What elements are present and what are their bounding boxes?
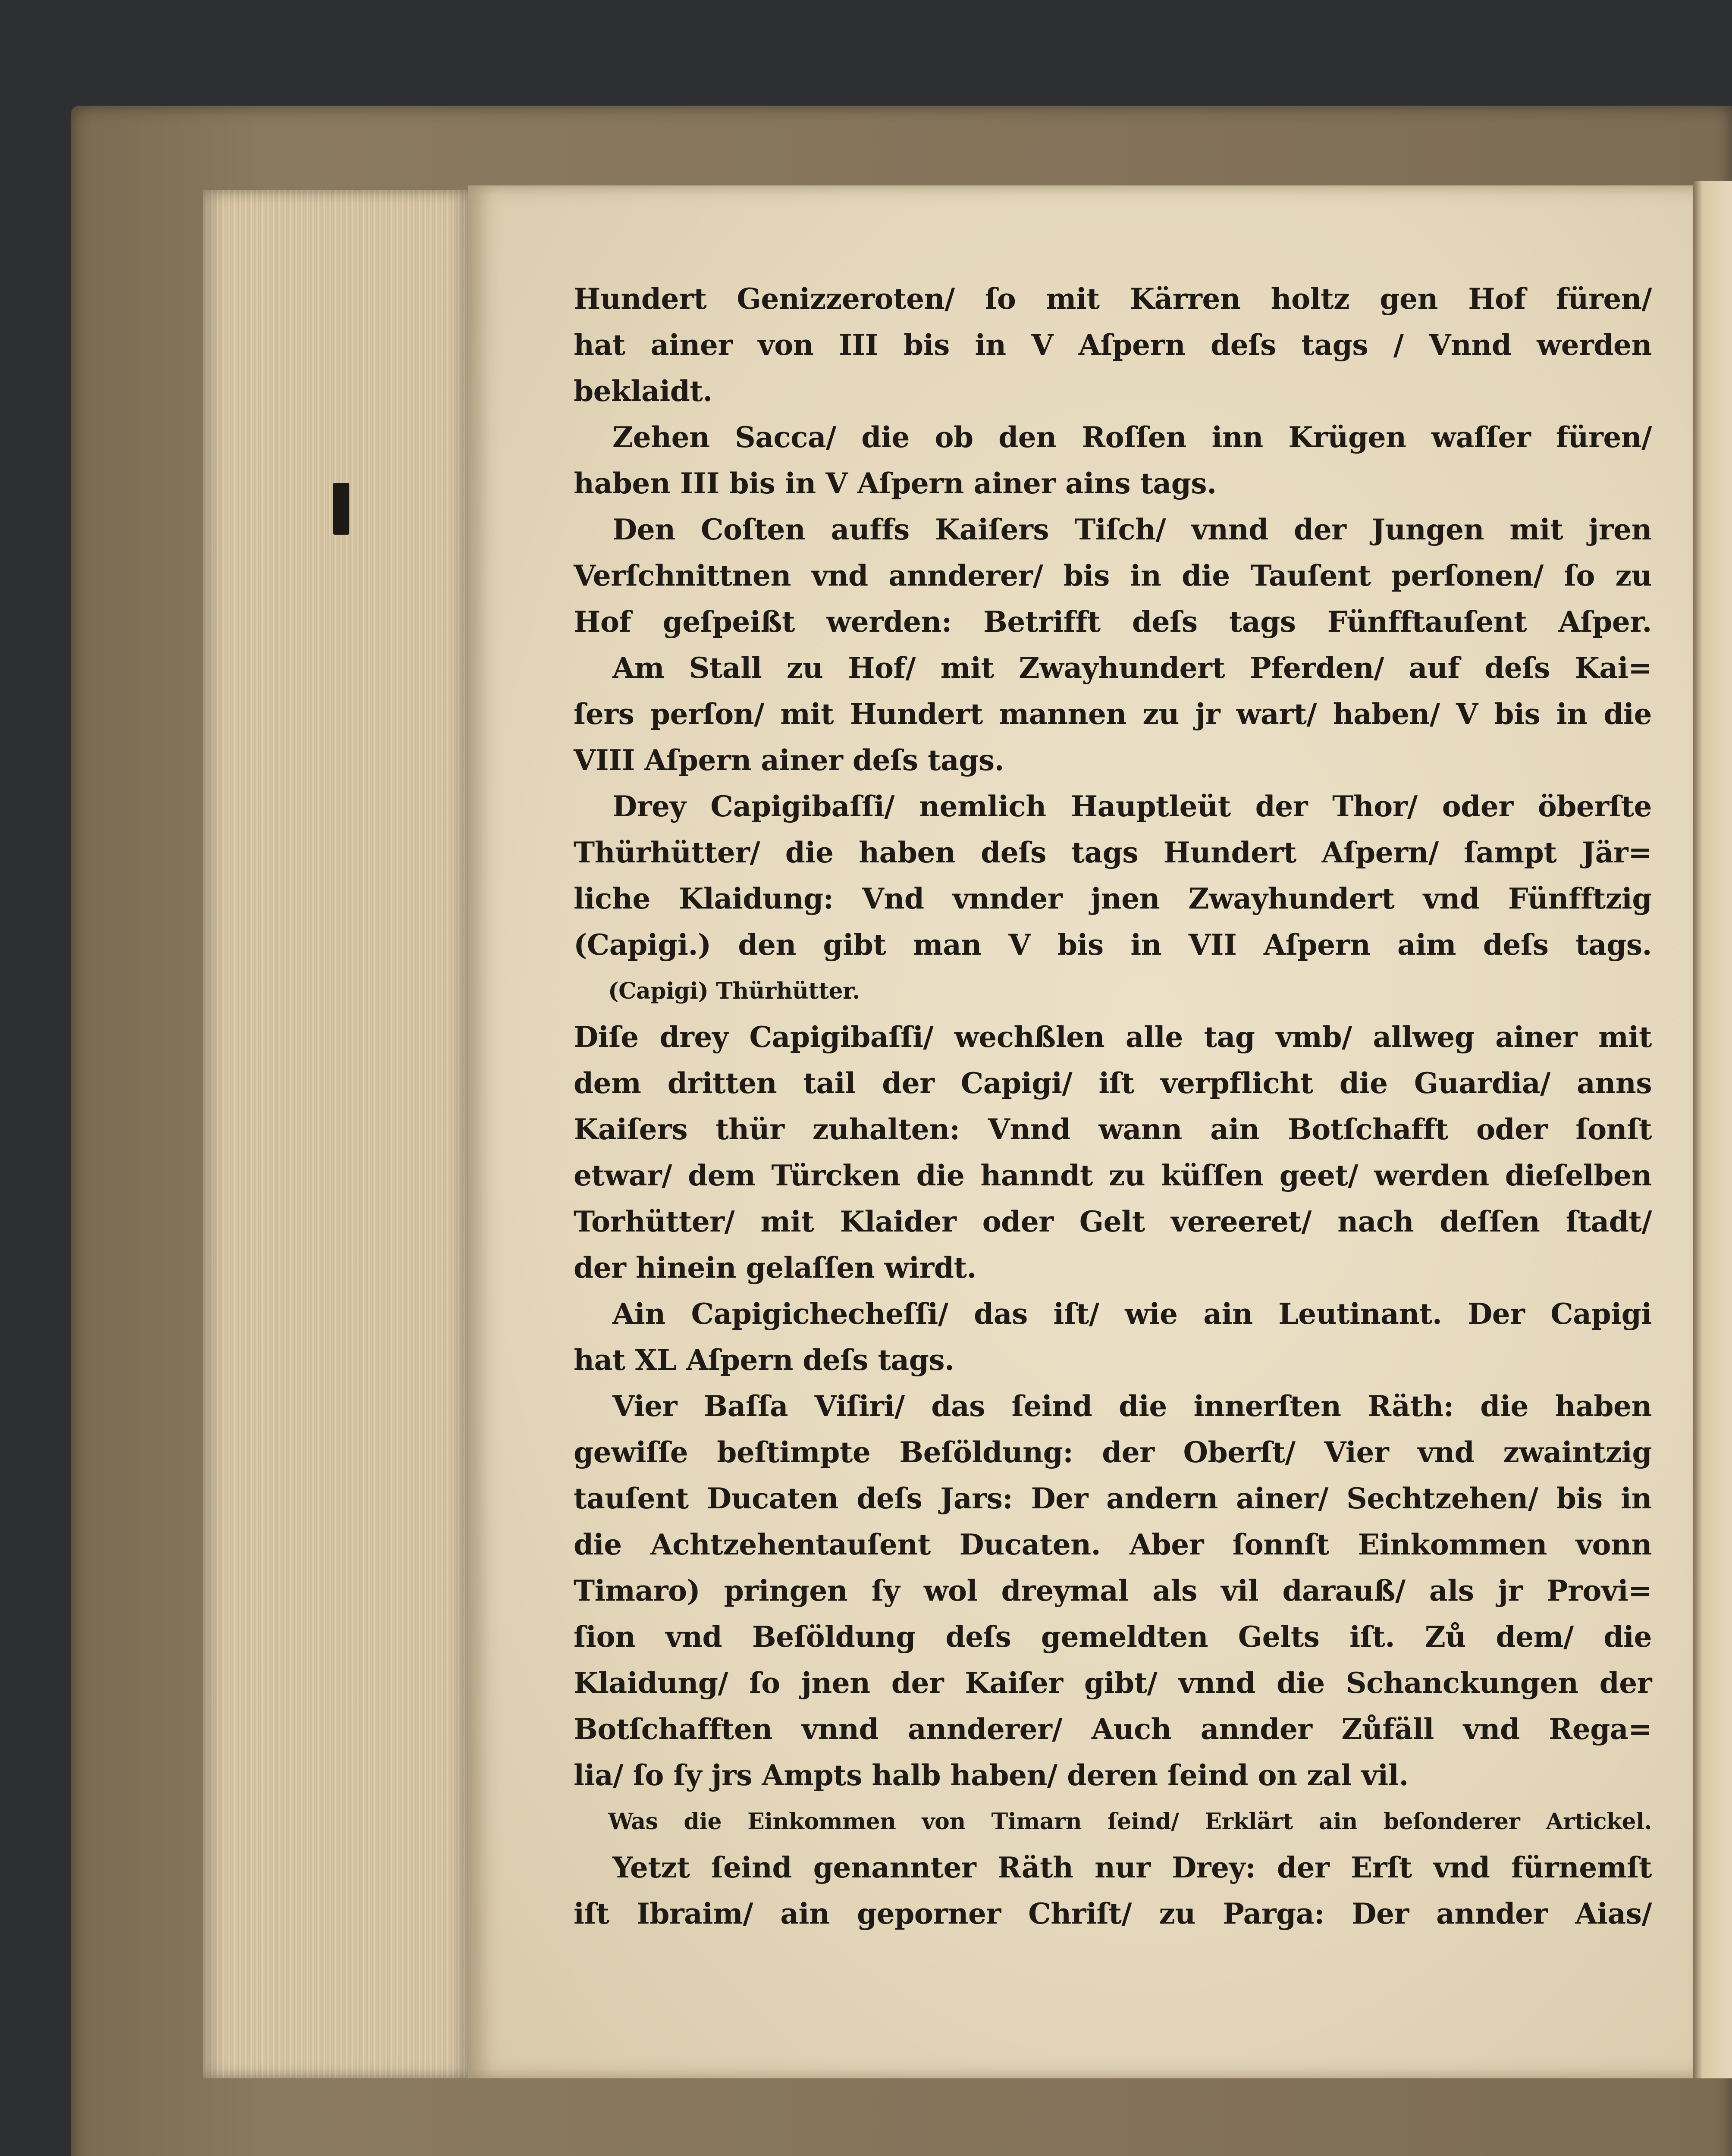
text-line: iſt Ibraim/ ain geporner Chriſt/ zu Parga: Der annder Aias/ <box>574 1897 1652 1930</box>
text-line: ſers perſon/ mit Hundert mannen zu jr wart/ haben/ V bis in die <box>574 697 1652 731</box>
text-line: Ain Capigichecheſſi/ das iſt/ wie ain Leutinant. Der Capigi <box>612 1297 1652 1331</box>
text-line: lia/ ſo ſy jrs Ampts halb haben/ deren ſeind on zal vil. <box>574 1758 1409 1792</box>
text-line: die Achtzehentauſent Ducaten. Aber ſonnſt Einkommen vonn <box>574 1528 1652 1561</box>
text-line: Klaidung/ ſo jnen der Kaiſer gibt/ vnnd die Schanckungen der <box>574 1666 1652 1700</box>
text-line: dem dritten tail der Capigi/ iſt verpflicht die Guardia/ anns <box>574 1066 1652 1100</box>
edge-mark <box>333 483 349 535</box>
page-text <box>574 276 1652 1937</box>
text-line: VIII Aſpern ainer deſs tags. <box>574 743 1004 777</box>
page-block-edge <box>203 190 470 2078</box>
text-line: ſion vnd Beſöldung deſs gemeldten Gelts iſt. Zů dem/ die <box>574 1620 1652 1654</box>
text-line: (Capigi.) den gibt man V bis in VII Aſpern aim deſs tags. <box>574 928 1652 962</box>
facing-page-edge <box>1693 181 1732 2078</box>
text-line: Kaiſers thür zuhalten: Vnnd wann ain Botſchafft oder ſonſt <box>574 1112 1652 1146</box>
text-line: Botſchafften vnnd annderer/ Auch annder Zůfäll vnd Rega= <box>574 1712 1652 1746</box>
text-line: Diſe drey Capigibaſſi/ wechßlen alle tag vmb/ allweg ainer mit <box>574 1020 1652 1054</box>
text-line: hat XL Aſpern deſs tags. <box>574 1343 954 1377</box>
text-line: Drey Capigibaſſi/ nemlich Hauptleüt der Thor/ oder öberſte <box>612 790 1652 823</box>
text-line: Yetzt ſeind genannter Räth nur Drey: der Erſt vnd fürnemſt <box>612 1851 1652 1884</box>
text-line: Thürhütter/ die haben deſs tags Hundert Aſpern/ ſampt Jär= <box>574 836 1652 869</box>
text-line: Verſchnittnen vnd annderer/ bis in die Tauſent perſonen/ ſo zu <box>574 559 1652 592</box>
text-line: Zehen Sacca/ die ob den Roſſen inn Krügen waſſer füren/ <box>612 420 1652 454</box>
text-line: Hof geſpeißt werden: Betrifft deſs tags Fünfftauſent Aſper. <box>574 605 1652 639</box>
marginal-note: Was die Einkommen von Timarn ſeind/ Erklärt ain beſonderer Artickel. <box>608 1808 1652 1835</box>
text-line: hat ainer von III bis in V Aſpern deſs tags / Vnnd werden <box>574 328 1652 362</box>
text-line: der hinein gelaſſen wirdt. <box>574 1251 976 1285</box>
text-line: Torhütter/ mit Klaider oder Gelt vereeret/ nach deſſen ſtadt/ <box>574 1205 1652 1238</box>
text-line: Vier Baſſa Viſiri/ das ſeind die innerſten Räth: die haben <box>612 1389 1652 1423</box>
text-line: etwar/ dem Türcken die hanndt zu küſſen geet/ werden dieſelben <box>574 1159 1652 1192</box>
text-line: gewiſſe beſtimpte Beſöldung: der Oberſt/ Vier vnd zwaintzig <box>574 1435 1652 1469</box>
text-line: beklaidt. <box>574 374 712 408</box>
text-line: Hundert Genizzeroten/ ſo mit Kärren holtz gen Hof füren/ <box>574 282 1652 316</box>
text-line: Am Stall zu Hof/ mit Zwayhundert Pferden/ auf deſs Kai= <box>612 651 1652 685</box>
text-line: tauſent Ducaten deſs Jars: Der andern ainer/ Sechtzehen/ bis in <box>574 1482 1652 1515</box>
marginal-note: (Capigi) Thürhütter. <box>608 978 860 1004</box>
text-line: haben III bis in V Aſpern ainer ains tags. <box>574 467 1217 500</box>
text-line: liche Klaidung: Vnd vnnder jnen Zwayhundert vnd Fünfftzig <box>574 882 1652 915</box>
text-line: Den Coſten auffs Kaiſers Tiſch/ vnnd der Jungen mit jren <box>612 513 1652 546</box>
text-line: Timaro) pringen ſy wol dreymal als vil darauß/ als jr Provi= <box>574 1574 1652 1608</box>
